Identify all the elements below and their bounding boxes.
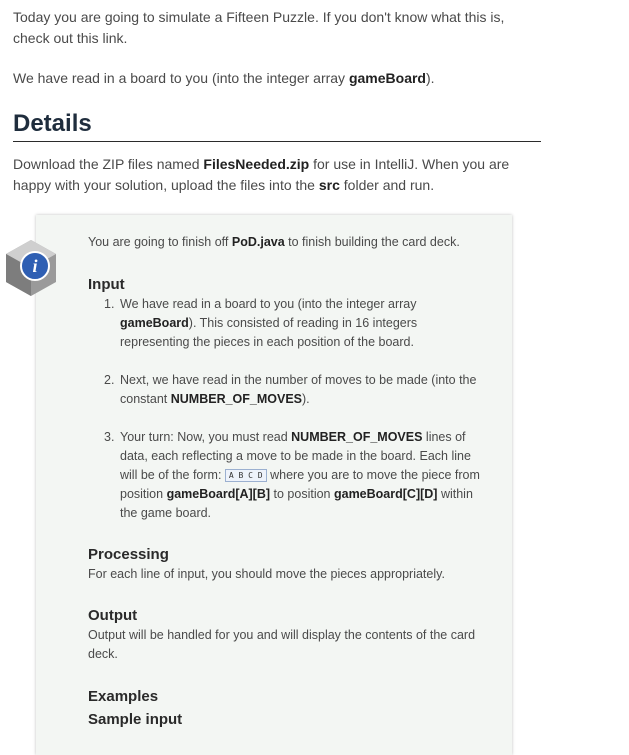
target-position-term: gameBoard[C][D] bbox=[333, 487, 438, 501]
gameboard-code-term: gameBoard bbox=[348, 70, 426, 86]
info-icon bbox=[2, 238, 60, 296]
processing-text: For each line of input, you should move the pieces appropriately. bbox=[88, 567, 445, 581]
item-text-mid3: to position bbox=[270, 487, 334, 501]
item-text: Next, we have read in the number of moves to be made (into the constant bbox=[120, 373, 477, 406]
callout-intro-text: You are going to finish off bbox=[88, 235, 232, 249]
list-item-text bbox=[120, 295, 480, 352]
svg-text:i: i bbox=[32, 256, 38, 276]
intro-text: Today you are going to simulate a Fifteen Puzzle. If you don't know what this is, check out this link. bbox=[13, 9, 505, 46]
details-text-end: folder and run. bbox=[339, 177, 435, 193]
item-text-mid2: where you are to move the piece from position bbox=[120, 468, 480, 501]
board-note-text: We have read in a board to you (into the integer array bbox=[13, 70, 349, 86]
list-item-text bbox=[120, 371, 480, 409]
output-text: Output will be handled for you and will display the contents of the card deck. bbox=[88, 628, 476, 661]
item-text: Your turn: Now, you must read bbox=[120, 430, 292, 444]
item-text-mid: lines of data, each reflecting a move to be made in the board. Each line will be of the form: bbox=[120, 430, 471, 482]
source-position-term: gameBoard[A][B] bbox=[166, 487, 271, 501]
item-text-end: within the game board. bbox=[120, 487, 473, 520]
src-folder-name: src bbox=[318, 177, 340, 193]
zip-filename: FilesNeeded.zip bbox=[203, 156, 310, 172]
list-number: 1. bbox=[104, 297, 115, 311]
list-item-text bbox=[120, 428, 480, 523]
board-note-end: ). bbox=[425, 70, 435, 86]
callout-intro bbox=[88, 233, 488, 252]
details-text-mid: for use in IntelliJ. When you are happy with your solution, upload the files into the bbox=[13, 156, 510, 193]
gameboard-term: gameBoard bbox=[120, 316, 189, 330]
pod-java-filename: PoD.java bbox=[231, 235, 285, 249]
list-number: 2. bbox=[104, 373, 115, 387]
output-heading: Output bbox=[88, 607, 138, 624]
list-number: 3. bbox=[104, 430, 115, 444]
number-of-moves-term: NUMBER_OF_MOVES bbox=[291, 430, 423, 444]
details-paragraph bbox=[13, 154, 533, 196]
item-text-end: ). This consisted of reading in 16 integers representing the pieces in each position of the board. bbox=[120, 316, 418, 349]
number-of-moves-term: NUMBER_OF_MOVES bbox=[170, 392, 303, 406]
details-text-start: Download the ZIP files named bbox=[13, 156, 204, 172]
board-note-paragraph bbox=[13, 68, 533, 89]
input-heading: Input bbox=[88, 276, 125, 293]
details-heading: Details bbox=[13, 107, 541, 142]
examples-heading: Examples bbox=[88, 688, 159, 705]
sample-input-heading: Sample input bbox=[88, 711, 183, 728]
intro-paragraph bbox=[13, 7, 533, 49]
inline-code-sample: A B C D bbox=[225, 469, 267, 482]
processing-heading: Processing bbox=[88, 546, 169, 563]
item-text: We have read in a board to you (into the integer array bbox=[120, 297, 417, 311]
item-text-end: ). bbox=[302, 392, 310, 406]
callout-intro-end: to finish building the card deck. bbox=[284, 235, 460, 249]
